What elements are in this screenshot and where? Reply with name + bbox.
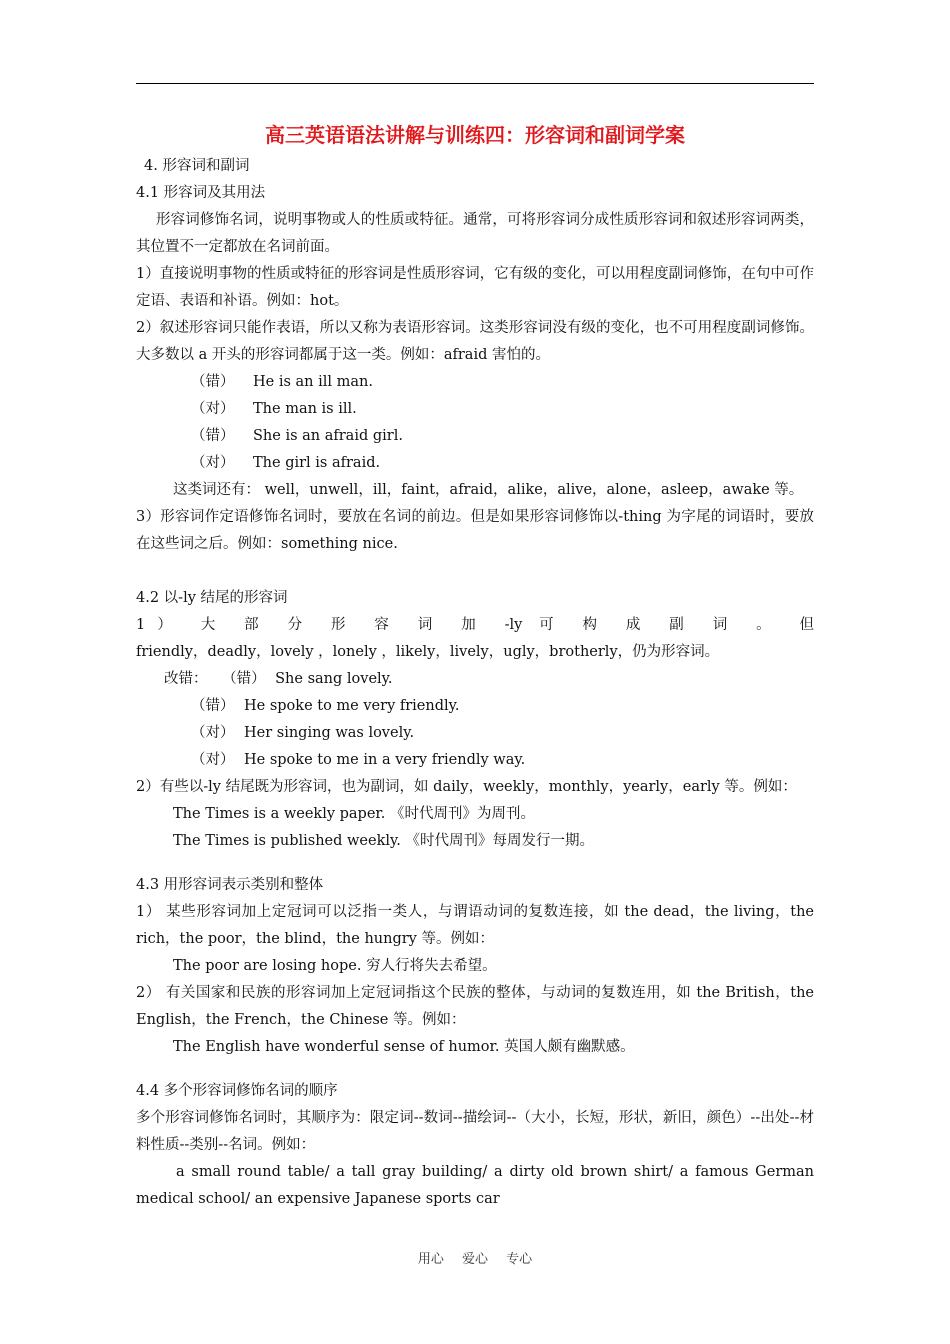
footer-text: 爱心 bbox=[461, 1252, 488, 1267]
example-sentence: The poor are losing hope. 穷人行将失去希望。 bbox=[173, 958, 497, 974]
example-tag: （错） bbox=[222, 671, 266, 687]
example-line bbox=[136, 450, 814, 477]
example-text: She sang lovely. bbox=[275, 671, 393, 687]
page-footer bbox=[0, 1248, 950, 1267]
section-4-4-point-1: 多个形容词修饰名词时，其顺序为：限定词--数词--描绘词--（大小，长短，形状，新旧，颜色）--出处--材料性质--类别--名词。例如： bbox=[136, 1110, 814, 1153]
example-text: The man is ill. bbox=[253, 401, 357, 417]
example-sentence: The Times is a weekly paper. 《时代周刊》为周刊。 bbox=[173, 806, 535, 822]
example-line bbox=[136, 369, 814, 396]
spacer bbox=[136, 558, 814, 585]
example-text: She is an afraid girl. bbox=[253, 428, 403, 444]
example-tag: （对） bbox=[191, 455, 235, 471]
spacer bbox=[136, 855, 814, 872]
header-rule bbox=[136, 83, 814, 84]
document-body bbox=[136, 153, 814, 1213]
example-line bbox=[136, 747, 814, 774]
spacer bbox=[136, 1061, 814, 1078]
example-text: He spoke to me in a very friendly way. bbox=[244, 752, 526, 768]
section-4-4-example: a small round table/ a tall gray building/ a dirty old brown shirt/ a famous German medical school/ an expensive Japanese sports car bbox=[136, 1164, 814, 1207]
example-tag: （对） bbox=[191, 401, 235, 417]
example-tag: （对） bbox=[191, 752, 235, 768]
section-4-2-point-1: 1） 大 部 分 形 容 词 加 -ly 可 构 成 副 词 。 但 bbox=[136, 617, 814, 633]
example-line bbox=[136, 423, 814, 450]
section-4-3-point-2: 2） 有关国家和民族的形容词加上定冠词指这个民族的整体，与动词的复数连用，如 the British，the English，the French，the Chinese 等。例如： bbox=[136, 985, 814, 1028]
example-text: Her singing was lovely. bbox=[244, 725, 415, 741]
section-4-2-heading: 4.2 以-ly 结尾的形容词 bbox=[136, 590, 288, 606]
page-title: 高三英语语法讲解与训练四：形容词和副词学案 bbox=[265, 123, 685, 147]
section-4-1-intro: 形容词修饰名词，说明事物或人的性质或特征。通常，可将形容词分成性质形容词和叙述形容词两类，其位置不一定都放在名词前面。 bbox=[136, 212, 814, 255]
footer-text: 专心 bbox=[506, 1252, 533, 1267]
correction-label: 改错： bbox=[164, 671, 208, 687]
section-4-3-point-1: 1） 某些形容词加上定冠词可以泛指一类人，与谓语动词的复数连接，如 the dead，the living，the rich，the poor，the blind，the hungry 等。例如： bbox=[136, 904, 814, 947]
footer-text: 用心 bbox=[417, 1252, 444, 1267]
section-4-1-point-1: 1）直接说明事物的性质或特征的形容词是性质形容词，它有级的变化，可以用程度副词修饰，在句中可作定语、表语和补语。例如：hot。 bbox=[136, 266, 814, 309]
example-tag: （错） bbox=[191, 428, 235, 444]
example-tag: （错） bbox=[191, 698, 235, 714]
section-4-3-heading: 4.3 用形容词表示类别和整体 bbox=[136, 877, 324, 893]
example-text: He is an ill man. bbox=[253, 374, 373, 390]
example-sentence: The Times is published weekly. 《时代周刊》每周发行一期。 bbox=[173, 833, 594, 849]
section-4-1-point-2: 2）叙述形容词只能作表语，所以又称为表语形容词。这类形容词没有级的变化，也不可用程度副词修饰。大多数以 a 开头的形容词都属于这一类。例如：afraid 害怕的。 bbox=[136, 320, 814, 363]
correction-line bbox=[136, 666, 814, 693]
section-heading: 4. 形容词和副词 bbox=[144, 158, 250, 174]
section-4-4-heading: 4.4 多个形容词修饰名词的顺序 bbox=[136, 1083, 338, 1099]
example-line bbox=[136, 720, 814, 747]
example-sentence: The English have wonderful sense of humor. 英国人颇有幽默感。 bbox=[173, 1039, 635, 1055]
section-4-1-heading: 4.1 形容词及其用法 bbox=[136, 185, 266, 201]
section-4-1-point-3: 3）形容词作定语修饰名词时，要放在名词的前边。但是如果形容词修饰以-thing 为字尾的词语时，要放在这些词之后。例如：something nice. bbox=[136, 509, 814, 552]
example-tag: （错） bbox=[191, 374, 235, 390]
example-line bbox=[136, 396, 814, 423]
example-text: The girl is afraid. bbox=[253, 455, 381, 471]
example-tag: （对） bbox=[191, 725, 235, 741]
section-4-2-point-2: 2）有些以-ly 结尾既为形容词，也为副词，如 daily，weekly，monthly，yearly，early 等。例如： bbox=[136, 779, 797, 795]
section-4-1-also: 这类词还有： well，unwell，ill，faint，afraid，alike，alive，alone，asleep，awake 等。 bbox=[173, 482, 804, 498]
example-text: He spoke to me very friendly. bbox=[244, 698, 460, 714]
section-4-2-point-1-cont: friendly，deadly，lovely ，lonely ，likely，lively，ugly，brotherly，仍为形容词。 bbox=[136, 644, 720, 660]
example-line bbox=[136, 693, 814, 720]
